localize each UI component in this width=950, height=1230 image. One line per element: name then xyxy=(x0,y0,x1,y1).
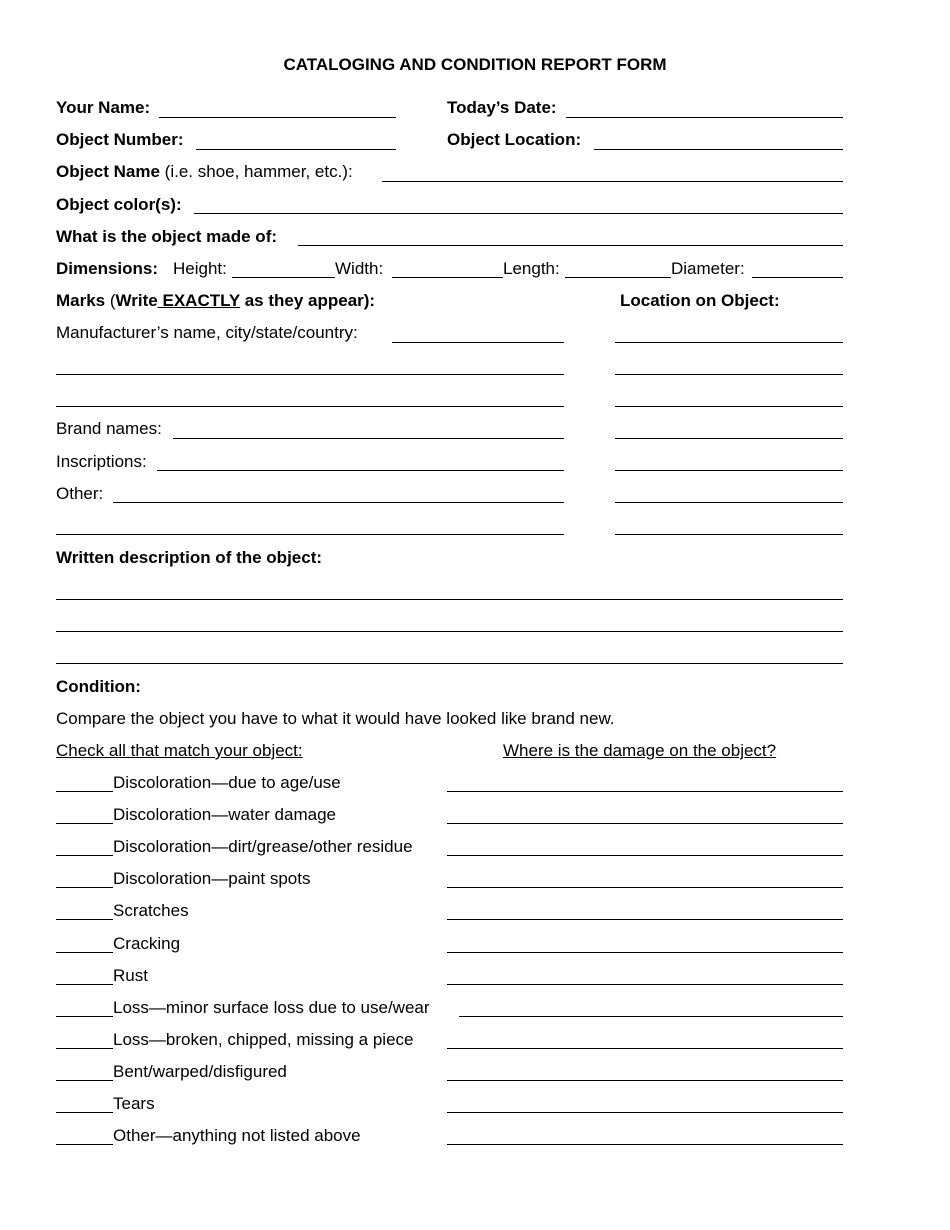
condition-damage-location-field[interactable] xyxy=(447,855,843,856)
marks-heading xyxy=(56,289,375,313)
object-location-label: Object Location: xyxy=(447,130,582,149)
marks-location-line-3[interactable] xyxy=(615,534,843,535)
condition-damage-location-field[interactable] xyxy=(447,823,843,824)
condition-damage-location-field[interactable] xyxy=(447,919,843,920)
condition-damage-location-field[interactable] xyxy=(447,1144,843,1145)
condition-check-blank[interactable] xyxy=(56,1144,113,1145)
object-colors-field[interactable] xyxy=(194,213,843,214)
condition-check-blank[interactable] xyxy=(56,1016,113,1017)
condition-damage-location-field[interactable] xyxy=(447,984,843,985)
condition-item-label: Loss—minor surface loss due to use/wear xyxy=(113,998,430,1017)
condition-item-label: Rust xyxy=(113,966,148,985)
description-line-1[interactable] xyxy=(56,599,843,600)
condition-instruction: Compare the object you have to what it would have looked like brand new. xyxy=(56,709,615,728)
where-damage-heading: Where is the damage on the object? xyxy=(503,741,777,760)
condition-item-label: Loss—broken, chipped, missing a piece xyxy=(113,1030,414,1049)
condition-check-blank[interactable] xyxy=(56,791,113,792)
object-location-field[interactable] xyxy=(594,149,843,150)
condition-check-blank[interactable] xyxy=(56,1048,113,1049)
marks-location-line-1[interactable] xyxy=(615,374,843,375)
condition-check-blank[interactable] xyxy=(56,1080,113,1081)
condition-damage-location-field[interactable] xyxy=(459,1016,843,1017)
condition-item-label: Tears xyxy=(113,1094,155,1113)
object-name-label xyxy=(56,160,353,184)
other-marks-field[interactable] xyxy=(113,502,564,503)
description-line-3[interactable] xyxy=(56,663,843,664)
inscriptions-label: Inscriptions: xyxy=(56,452,147,471)
condition-item-label: Discoloration—due to age/use xyxy=(113,773,341,792)
width-label: Width: xyxy=(335,259,384,278)
height-label: Height: xyxy=(173,259,227,278)
condition-item-label: Other—anything not listed above xyxy=(113,1126,361,1145)
condition-check-blank[interactable] xyxy=(56,887,113,888)
brand-names-location-field[interactable] xyxy=(615,438,843,439)
condition-damage-location-field[interactable] xyxy=(447,952,843,953)
marks-heading-paren: ( xyxy=(109,291,116,310)
marks-blank-line-3[interactable] xyxy=(56,534,564,535)
made-of-field[interactable] xyxy=(298,245,843,246)
object-number-field[interactable] xyxy=(196,149,396,150)
manufacturer-location-field[interactable] xyxy=(615,342,843,343)
length-label: Length: xyxy=(503,259,560,278)
condition-check-blank[interactable] xyxy=(56,855,113,856)
condition-item-label: Cracking xyxy=(113,934,181,953)
check-heading: Check all that match your object: xyxy=(56,741,303,760)
dimensions-label: Dimensions: xyxy=(56,259,159,278)
marks-heading-start: Marks xyxy=(56,291,106,310)
height-field[interactable] xyxy=(232,277,335,278)
object-name-field[interactable] xyxy=(382,181,843,182)
length-field[interactable] xyxy=(565,277,671,278)
object-name-hint: (i.e. shoe, hammer, etc.): xyxy=(164,162,353,181)
form-title: CATALOGING AND CONDITION REPORT FORM xyxy=(283,55,667,74)
condition-item-label: Discoloration—water damage xyxy=(113,805,336,824)
inscriptions-location-field[interactable] xyxy=(615,470,843,471)
condition-check-blank[interactable] xyxy=(56,952,113,953)
condition-check-blank[interactable] xyxy=(56,919,113,920)
other-marks-location-field[interactable] xyxy=(615,502,843,503)
marks-blank-line-2[interactable] xyxy=(56,406,564,407)
condition-item-label: Discoloration—dirt/grease/other residue xyxy=(113,837,413,856)
marks-location-line-2[interactable] xyxy=(615,406,843,407)
made-of-label: What is the object made of: xyxy=(56,227,278,246)
object-name-label-text: Object Name xyxy=(56,162,160,181)
marks-heading-exactly: EXACTLY xyxy=(162,291,240,310)
condition-check-blank[interactable] xyxy=(56,1112,113,1113)
other-marks-label: Other: xyxy=(56,484,104,503)
diameter-field[interactable] xyxy=(752,277,843,278)
condition-damage-location-field[interactable] xyxy=(447,1112,843,1113)
object-colors-label: Object color(s): xyxy=(56,195,182,214)
condition-item-label: Bent/warped/disfigured xyxy=(113,1062,287,1081)
width-field[interactable] xyxy=(392,277,503,278)
condition-damage-location-field[interactable] xyxy=(447,791,843,792)
object-number-label: Object Number: xyxy=(56,130,184,149)
condition-item-label: Discoloration—paint spots xyxy=(113,869,311,888)
condition-check-blank[interactable] xyxy=(56,823,113,824)
brand-names-field[interactable] xyxy=(173,438,564,439)
marks-heading-end: as they appear): xyxy=(244,291,376,310)
brand-names-label: Brand names: xyxy=(56,419,162,438)
your-name-field[interactable] xyxy=(159,117,396,118)
marks-blank-line-1[interactable] xyxy=(56,374,564,375)
todays-date-label: Today’s Date: xyxy=(447,98,557,117)
manufacturer-field[interactable] xyxy=(392,342,564,343)
location-on-object-heading: Location on Object: xyxy=(620,291,780,310)
condition-damage-location-field[interactable] xyxy=(447,1080,843,1081)
description-line-2[interactable] xyxy=(56,631,843,632)
condition-item-label: Scratches xyxy=(113,901,189,920)
description-heading: Written description of the object: xyxy=(56,548,323,567)
inscriptions-field[interactable] xyxy=(157,470,564,471)
manufacturer-label: Manufacturer’s name, city/state/country: xyxy=(56,323,358,342)
marks-heading-write: Write xyxy=(115,291,158,310)
condition-damage-location-field[interactable] xyxy=(447,887,843,888)
diameter-label: Diameter: xyxy=(671,259,745,278)
condition-damage-location-field[interactable] xyxy=(447,1048,843,1049)
your-name-label: Your Name: xyxy=(56,98,151,117)
condition-heading: Condition: xyxy=(56,677,141,696)
condition-check-blank[interactable] xyxy=(56,984,113,985)
todays-date-field[interactable] xyxy=(566,117,843,118)
